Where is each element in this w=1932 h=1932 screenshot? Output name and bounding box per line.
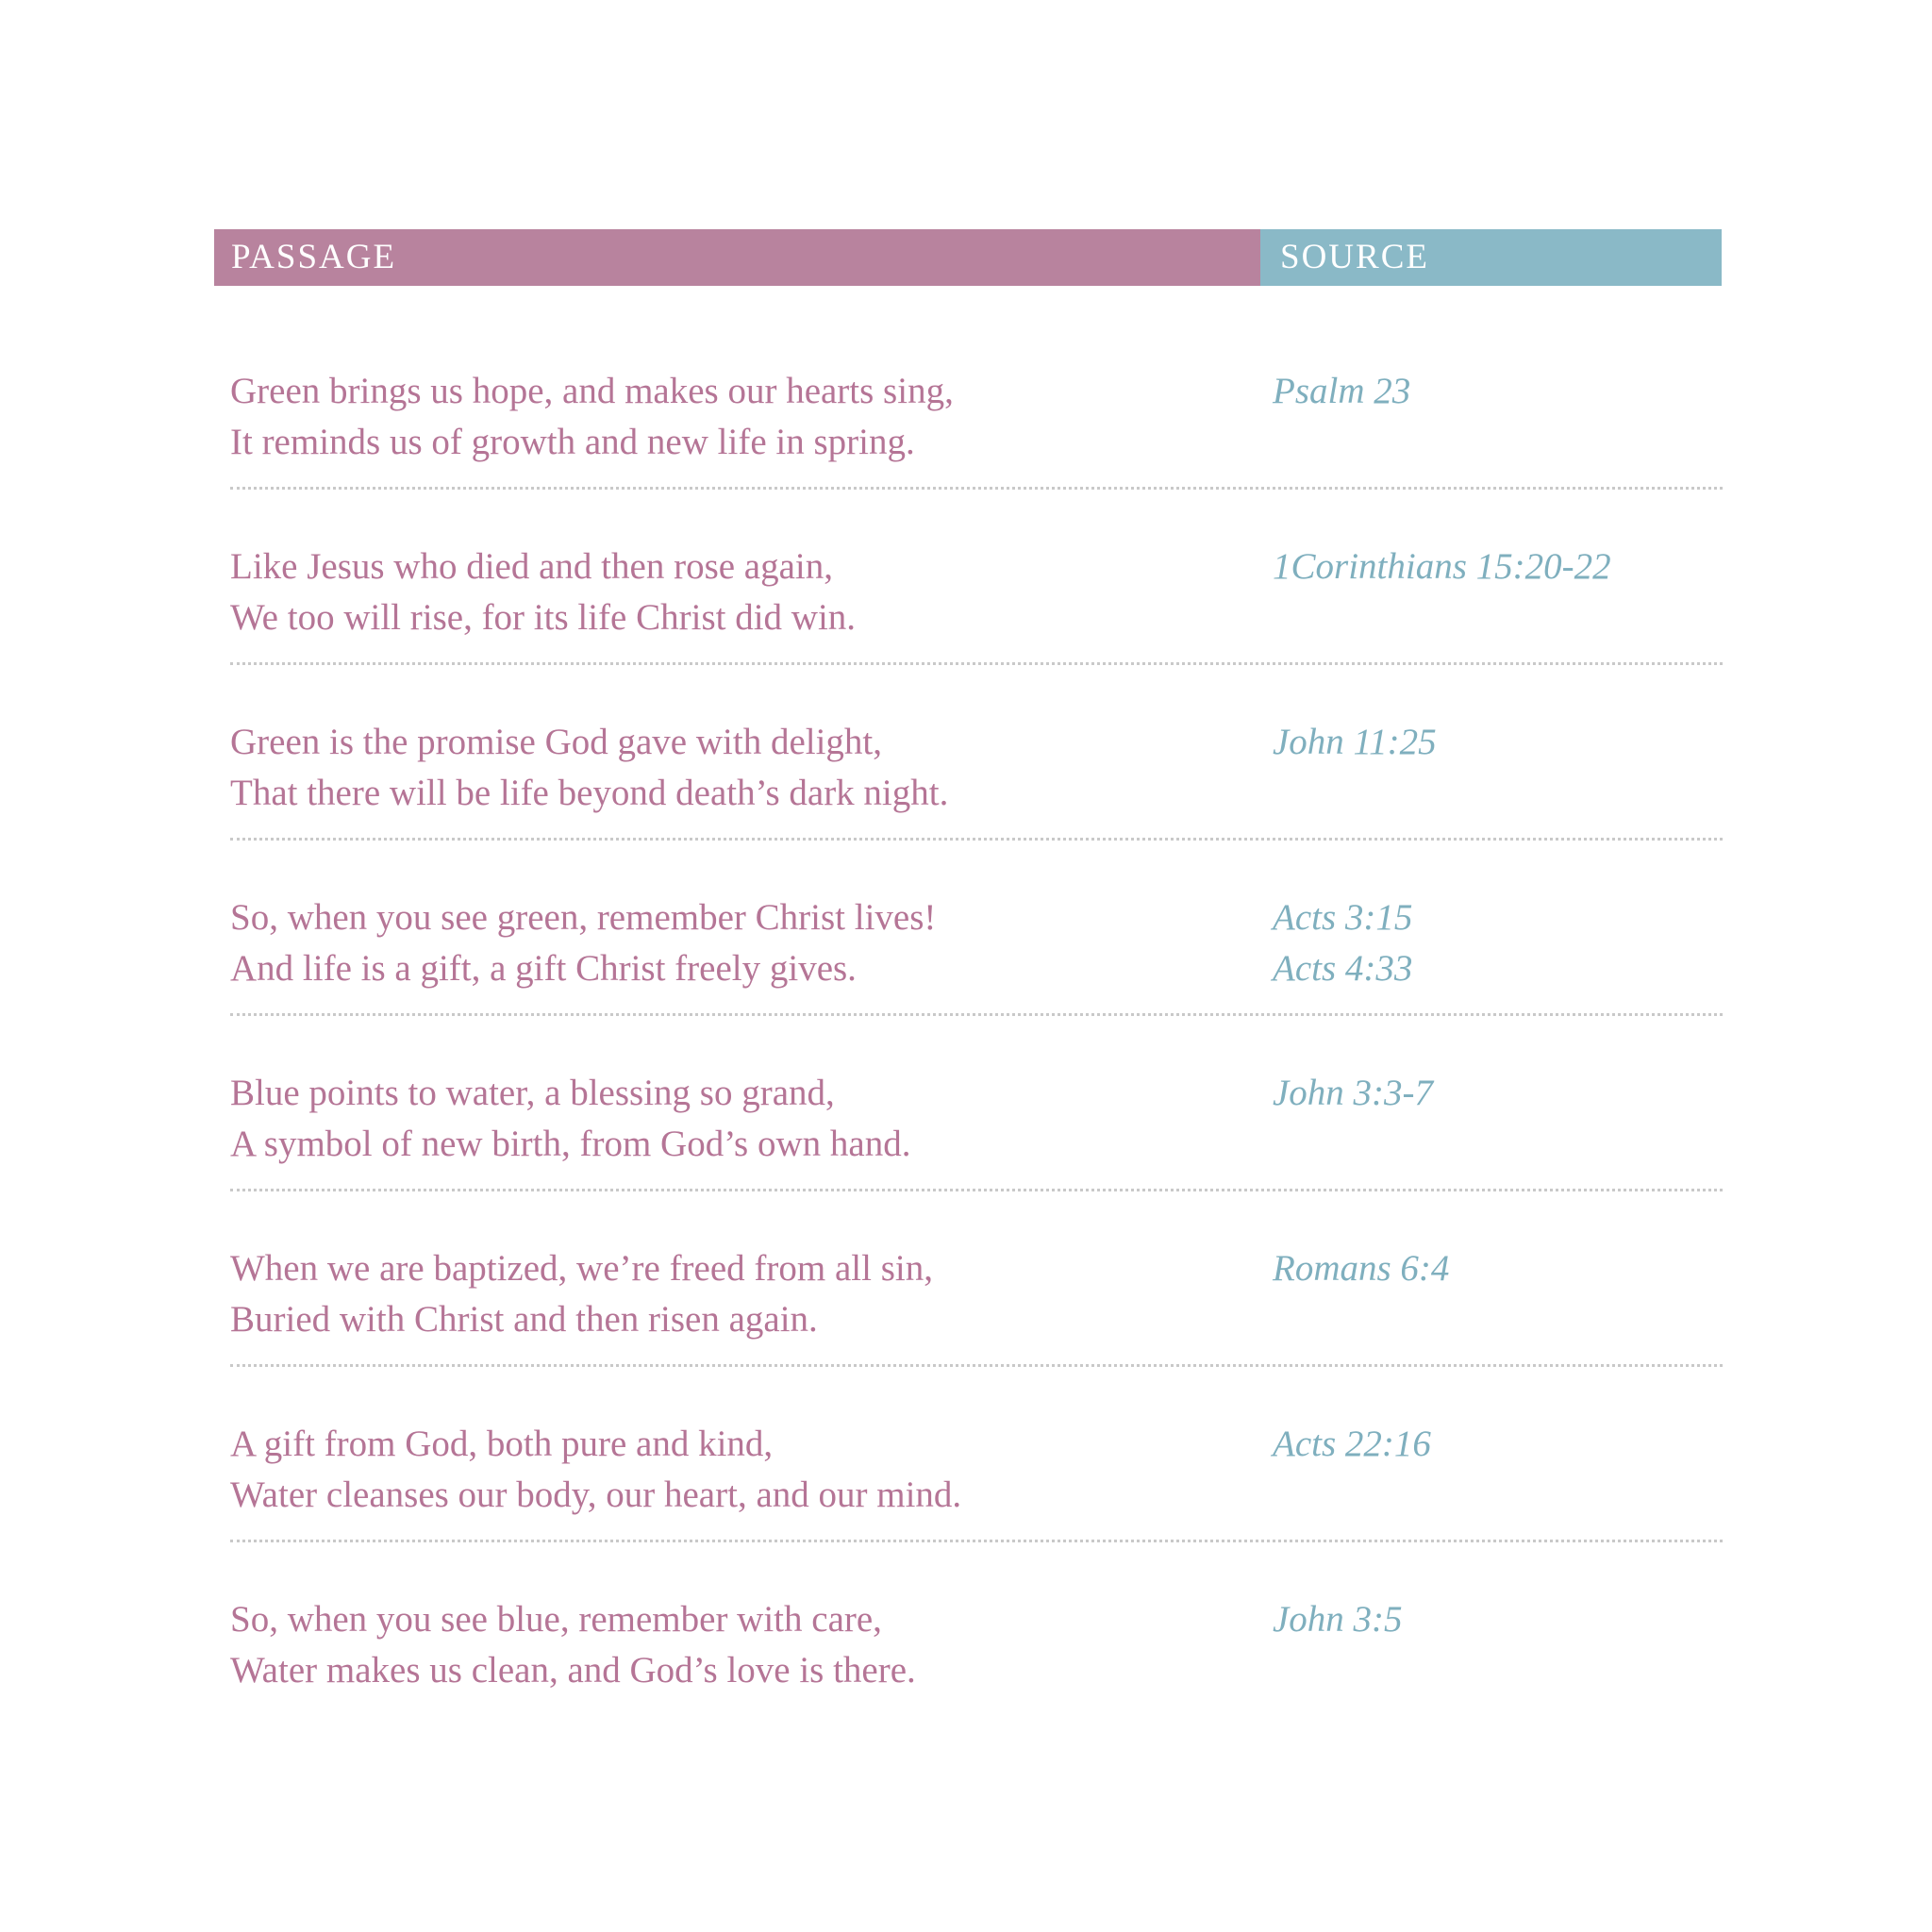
passage-line: Green is the promise God gave with delight, bbox=[230, 722, 883, 762]
source-line: 1Corinthians 15:20-22 bbox=[1273, 546, 1611, 587]
table-header bbox=[214, 229, 1722, 286]
source-reference bbox=[1273, 541, 1611, 592]
table-row bbox=[214, 1419, 1722, 1593]
row-divider bbox=[230, 487, 1723, 490]
passage-line: And life is a gift, a gift Christ freely gives. bbox=[230, 948, 857, 989]
passage-line: So, when you see green, remember Christ lives! bbox=[230, 897, 937, 938]
source-reference bbox=[1273, 717, 1437, 768]
passage-line: Blue points to water, a blessing so grand, bbox=[230, 1073, 835, 1113]
passage-line: It reminds us of growth and new life in spring. bbox=[230, 422, 915, 462]
passage-line: When we are baptized, we’re freed from all sin, bbox=[230, 1248, 933, 1289]
table-row bbox=[214, 1243, 1722, 1418]
passage-text bbox=[230, 717, 948, 819]
table-row bbox=[214, 717, 1722, 891]
row-divider bbox=[230, 1540, 1723, 1542]
source-reference bbox=[1273, 366, 1410, 417]
passage-text bbox=[230, 541, 856, 643]
passage-line: Buried with Christ and then risen again. bbox=[230, 1299, 818, 1340]
source-line: Psalm 23 bbox=[1273, 371, 1411, 411]
table-row bbox=[214, 1594, 1722, 1769]
passage-line: A gift from God, both pure and kind, bbox=[230, 1424, 774, 1464]
passage-line: Water cleanses our body, our heart, and our mind. bbox=[230, 1474, 962, 1515]
table-row bbox=[214, 892, 1722, 1067]
table-row bbox=[214, 366, 1722, 541]
source-line: Acts 4:33 bbox=[1273, 948, 1413, 989]
passage-column-header: PASSAGE bbox=[214, 229, 1260, 286]
passage-line: Like Jesus who died and then rose again, bbox=[230, 546, 834, 587]
row-divider bbox=[230, 1364, 1723, 1367]
source-reference bbox=[1273, 892, 1412, 994]
passage-text bbox=[230, 1243, 933, 1345]
passage-text bbox=[230, 1594, 916, 1696]
source-column-header: SOURCE bbox=[1260, 229, 1722, 286]
passage-text bbox=[230, 1419, 961, 1521]
passage-source-table bbox=[214, 229, 1722, 1690]
passage-line: Green brings us hope, and makes our hearts sing, bbox=[230, 371, 954, 411]
row-divider bbox=[230, 1189, 1723, 1191]
passage-line: A symbol of new birth, from God’s own hand. bbox=[230, 1124, 911, 1164]
source-reference bbox=[1273, 1243, 1449, 1294]
source-line: Romans 6:4 bbox=[1273, 1248, 1450, 1289]
table-row bbox=[214, 541, 1722, 716]
table-row bbox=[214, 1068, 1722, 1242]
row-divider bbox=[230, 662, 1723, 665]
source-line: John 3:5 bbox=[1273, 1599, 1403, 1640]
passage-text bbox=[230, 1068, 910, 1170]
passage-text bbox=[230, 892, 936, 994]
source-reference bbox=[1273, 1594, 1403, 1645]
source-line: John 11:25 bbox=[1273, 722, 1437, 762]
passage-line: We too will rise, for its life Christ did win. bbox=[230, 597, 857, 638]
passage-text bbox=[230, 366, 954, 468]
passage-line: Water makes us clean, and God’s love is there. bbox=[230, 1650, 916, 1690]
passage-line: That there will be life beyond death’s dark night. bbox=[230, 773, 949, 813]
source-line: Acts 22:16 bbox=[1273, 1424, 1431, 1464]
passage-line: So, when you see blue, remember with care, bbox=[230, 1599, 882, 1640]
row-divider bbox=[230, 1013, 1723, 1016]
source-line: John 3:3-7 bbox=[1273, 1073, 1434, 1113]
source-reference bbox=[1273, 1068, 1433, 1119]
source-line: Acts 3:15 bbox=[1273, 897, 1413, 938]
row-divider bbox=[230, 838, 1723, 841]
source-reference bbox=[1273, 1419, 1431, 1470]
